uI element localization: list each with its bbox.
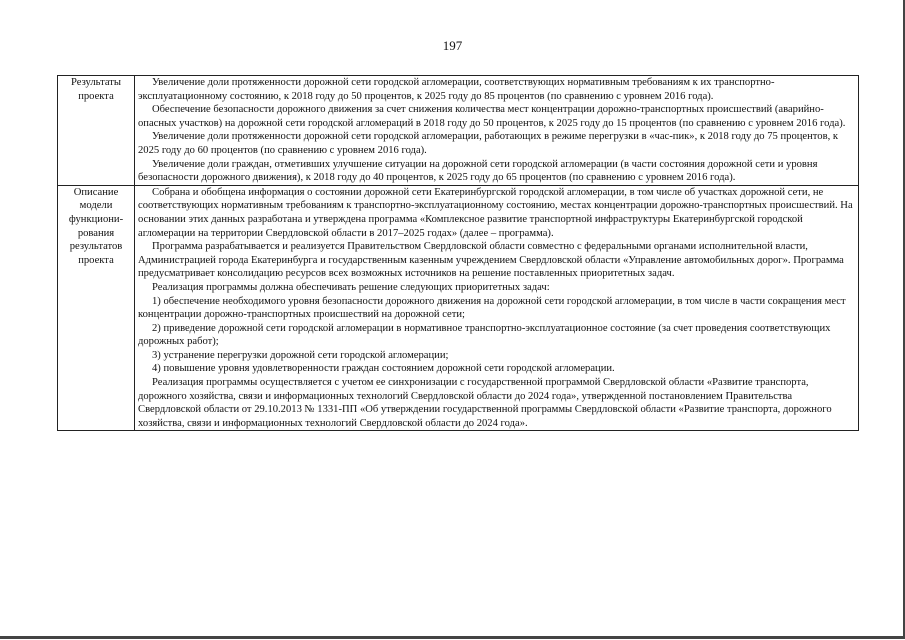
paragraph: 1) обеспечение необходимого уровня безопасности дорожного движения на дорожной сети городской агломерации, в том числе в части сокращения мест концентрации дорожно-транспортных происшествий на дорожной сети; xyxy=(138,295,846,321)
page-number: 197 xyxy=(442,38,463,53)
paragraph: Увеличение доли граждан, отметивших улучшение ситуации на дорожной сети городской агломерации (в части состояния дорожной сети и уровня безопасности дорожного движения), к 2018 году до 40 процентов, к 2025 году до 65 процентов (по сравнению с уровнем 2016 года). xyxy=(138,158,818,184)
paragraph: 3) устранение перегрузки дорожной сети городской агломерации; xyxy=(152,349,449,361)
row-label: Результаты проекта xyxy=(70,77,122,102)
row-label-cell xyxy=(58,185,135,431)
paragraph: 4) повышение уровня удовлетворенности граждан состоянием дорожной сети городской агломерации. xyxy=(152,363,615,375)
paragraph: Обеспечение безопасности дорожного движения за счет снижения количества мест концентрации дорожно-транспортных происшествий (аварийно-опасных участков) на дорожной сети городской агломераций в 2018 году до 50 процентов, к 2025 году до 15 процентов (по сравнению с уровнем 2016 года). xyxy=(138,104,846,129)
row-content-cell xyxy=(135,185,859,431)
table-body xyxy=(58,76,859,431)
row-label-cell xyxy=(58,76,135,186)
paragraph: Программа разрабатывается и реализуется Правительством Свердловской области совместно с федеральными органами исполнительной власти, Администрацией города Екатеринбурга и государственным казенным учреждением Свердловской области «Управление автомобильных дорог». Программа предусматривает консолидацию ресурсов всех возможных источников на решение поставленных приоритетных задач. xyxy=(138,241,844,280)
paragraph: Собрана и обобщена информация о состоянии дорожной сети Екатеринбургской городской агломерации, в том числе об участках дорожной сети, не соответствующих нормативным требованиям к транспортно-эксплуатационному состоянию, местах концентрации дорожно-транспортных происшествий. На основании этих данных разработана и утверждена программа «Комплексное развитие транспортной инфраструктуры Екатеринбургской городской агломерации на территории Свердловской области в 2017–2025 годах» (далее – программа). xyxy=(138,186,853,239)
table-row xyxy=(58,76,859,186)
row-content-cell xyxy=(135,76,859,186)
paragraph: Увеличение доли протяженности дорожной сети городской агломерации, работающих в режиме перегрузки в «час-пик», к 2018 году до 75 процентов, к 2025 году до 60 процентов (по сравнению с уровнем 2016 года). xyxy=(138,131,839,156)
table-row xyxy=(58,185,859,431)
paragraph: Реализация программы осуществляется с учетом ее синхронизации с государственной программой Свердловской области «Развитие транспорта, дорожного хозяйства, связи и информационных технологий Свердловской области до 2024 года», утвержденной постановлением Правительства Свердловской области от 29.10.2013 № 1331-ПП «Об утверждении государственной программы Свердловской области «Развитие транспорта, дорожного хозяйства, связи и информационных технологий Свердловской области до 2024 года». xyxy=(138,377,832,429)
document-table xyxy=(57,75,859,431)
paragraph: Увеличение доли протяженности дорожной сети городской агломерации, соответствующих нормативным требованиям к их транспортно-эксплуатационному состоянию, к 2018 году до 50 процентов, к 2025 году до 85 процентов (по сравнению с уровнем 2016 года). xyxy=(138,77,775,102)
paragraph: Реализация программы должна обеспечивать решение следующих приоритетных задач: xyxy=(152,281,550,293)
row-label: Описание модели функциони- рования результатов проекта xyxy=(68,186,124,266)
paragraph: 2) приведение дорожной сети городской агломерации в нормативное транспортно-эксплуатационное состояние (за счет проведения соответствующих дорожных работ); xyxy=(138,322,831,348)
